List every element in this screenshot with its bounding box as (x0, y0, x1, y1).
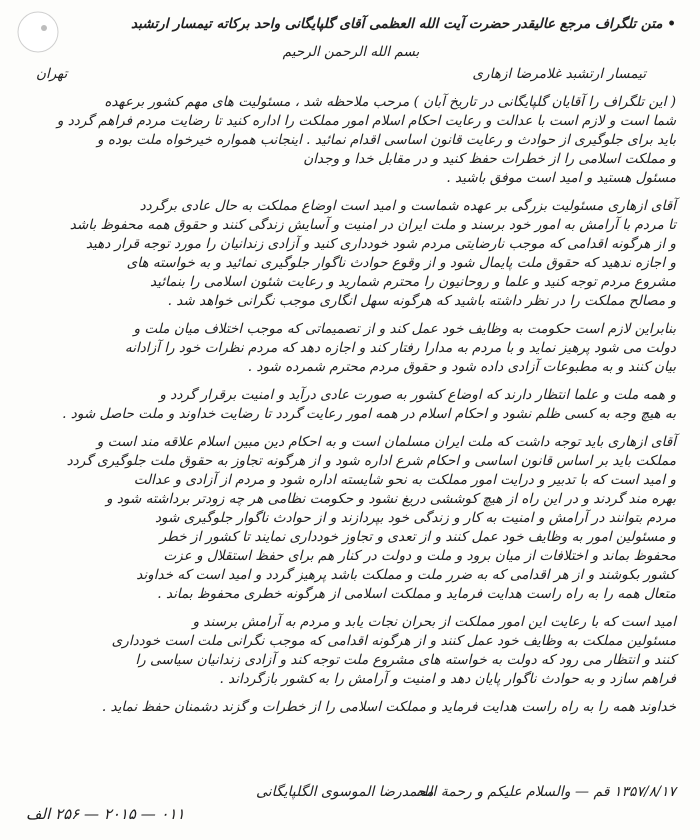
text-line: مسئول هستید و امید است موفق باشید . (446, 170, 676, 186)
text-line: آقای ازهاری باید توجه داشت که ملت ایران مسلمان است و به احکام دین مبین اسلام علاقه مند است و (96, 434, 676, 450)
text-line: باید برای جلوگیری از حوادث و رعایت قانون اساسی اقدام نمائید . اینجانب همواره خیرخواه ملت بوده و (97, 132, 676, 148)
text-line: و امید است که با تدبیر و درایت امور مملکت به نحو شایسته اداره شود و مردم از آزادی و عدالت (133, 472, 676, 488)
text-line: مملکت باید بر اساس قانون اساسی و احکام شرع اداره شود و از هرگونه تجاوز به حقوق ملت جلوگیری گردد (66, 453, 676, 469)
text-line: و مملکت اسلامی را از خطرات حفظ کنید و در مقابل خدا و وجدان (303, 151, 676, 167)
text-line: ( این تلگراف را آقایان گلپایگانی در تاریخ آبان ) مرحب ملاحظه شد ، مسئولیت های مهم کشور برعهده (104, 94, 676, 110)
text-line: دولت می شود پرهیز نماید و با مردم به مدارا رفتار کند و اجازه دهد که مردم نظرات خود را آزادانه (124, 340, 676, 356)
text-line: امید است که با رعایت این امور مملکت از بحران نجات یابد و مردم به آرامش برسند و (192, 614, 676, 630)
text-line: فراهم سازد و به حوادث ناگوار پایان دهد و امنیت و آرامش را به کشور بازگرداند . (219, 671, 676, 687)
header-line: • متن تلگراف مرجع عالیقدر حضرت آیت الله العظمی آقای گلپایگانی واحد برکاته تیمسار ارتشبد (131, 16, 676, 32)
document-number: ۰۱۱ — ۲۰۱۵ — ۲۵۶ الف (26, 805, 185, 823)
text-line: و از هرگونه اقدامی که موجب نارضایتی مردم شود خودداری کنید و آزادی زندانیان را مورد توجه قرار دهید (85, 236, 676, 252)
text-line: آقای ازهاری مسئولیت بزرگی بر عهده شماست و امید است اوضاع مملکت به حال عادی برگردد (139, 198, 676, 214)
date-line: ۱۳۵۷/۸/۱۷ قم — والسلام علیکم و رحمة الله (416, 784, 676, 800)
text-line: و مصالح مملکت را در نظر داشته باشید که هرگونه سهل انگاری موجب نگرانی خواهد شد . (167, 293, 676, 309)
text-line: مردم بتوانند در آرامش و امنیت به کار و زندگی خود بپردازند و از حوادث ناگوار جلوگیری شود (154, 510, 676, 526)
addressee: تیمسار ارتشبد غلامرضا ازهاری (472, 66, 646, 82)
text-line: بنابراین لازم است حکومت به وظایف خود عمل کند و از تصمیماتی که موجب اختلاف میان ملت و (133, 321, 676, 337)
text-line: مسئولین مملکت به وظایف خود عمل کنند و از هرگونه اقدامی که موجب نگرانی ملت است خودداری (111, 633, 676, 649)
text-line: و اجازه ندهید که حقوق ملت پایمال شود و از وقوع حوادث ناگوار جلوگیری نمائید و به خواسته های (126, 255, 676, 271)
text-line: تا مردم با آرامش به امور خود برسند و ملت ایران در امنیت و آسایش زندگی کنند و حقوق همه محفوظ باشد (69, 217, 676, 233)
text-line: و همه ملت و علما انتظار دارند که اوضاع کشور به صورت عادی درآید و امنیت برقرار گردد و (159, 387, 676, 403)
text-line: بیان کنند و به مطبوعات آزادی داده شود و حقوق مردم محترم شمرده شود . (247, 359, 676, 375)
text-line: خداوند همه را به راه راست هدایت فرماید و مملکت اسلامی را از خطرات و گزند دشمنان حفظ نماید . (101, 699, 676, 715)
text-line: محفوظ بماند و اختلافات از میان برود و ملت و دولت در کنار هم برای حفظ استقلال و عزت (163, 548, 676, 564)
text-line: کنند و انتظار می رود که دولت به خواسته های مشروع ملت توجه کند و آزادی زندانیان سیاسی را (135, 652, 676, 668)
text-line: مشروع مردم توجه کنید و علما و روحانیون را محترم شمارید و رعایت شئون اسلامی را بنمائید (149, 274, 676, 290)
text-line: شما است و لازم است با عدالت و رعایت احکام اسلام امور مملکت را اداره کنید تا رضایت مردم فراهم گردد و (56, 113, 676, 129)
text-line: متعال همه را به راه راست هدایت فرماید و مملکت اسلامی از هرگونه خطری محفوظ بماند . (157, 586, 676, 602)
text-line: و مسئولین امور به وظایف خود عمل کنند و از تعدی و تجاوز خودداری نمایند تا کشور از خطر (159, 529, 676, 545)
text-line: بهره مند گردند و در این راه از هیچ کوششی دریغ نشود و حکومت نظامی هر چه زودتر برداشته شود و (105, 491, 676, 507)
telegram-text (26, 12, 676, 830)
city: تهران (36, 66, 68, 82)
signature: محمدرضا الموسوی الگلپایگانی (256, 784, 434, 800)
text-line: کشور بکوشند و از هر اقدامی که به ضرر ملت و مملکت باشد پرهیز گردد و امید است که خداوند (136, 567, 676, 583)
bismillah: بسم الله الرحمن الرحیم (282, 44, 420, 60)
text-line: به هیچ وجه به کسی ظلم نشود و احکام اسلام در همه امور رعایت گردد تا رضایت خداوند و ملت حاصل شود . (62, 406, 676, 422)
